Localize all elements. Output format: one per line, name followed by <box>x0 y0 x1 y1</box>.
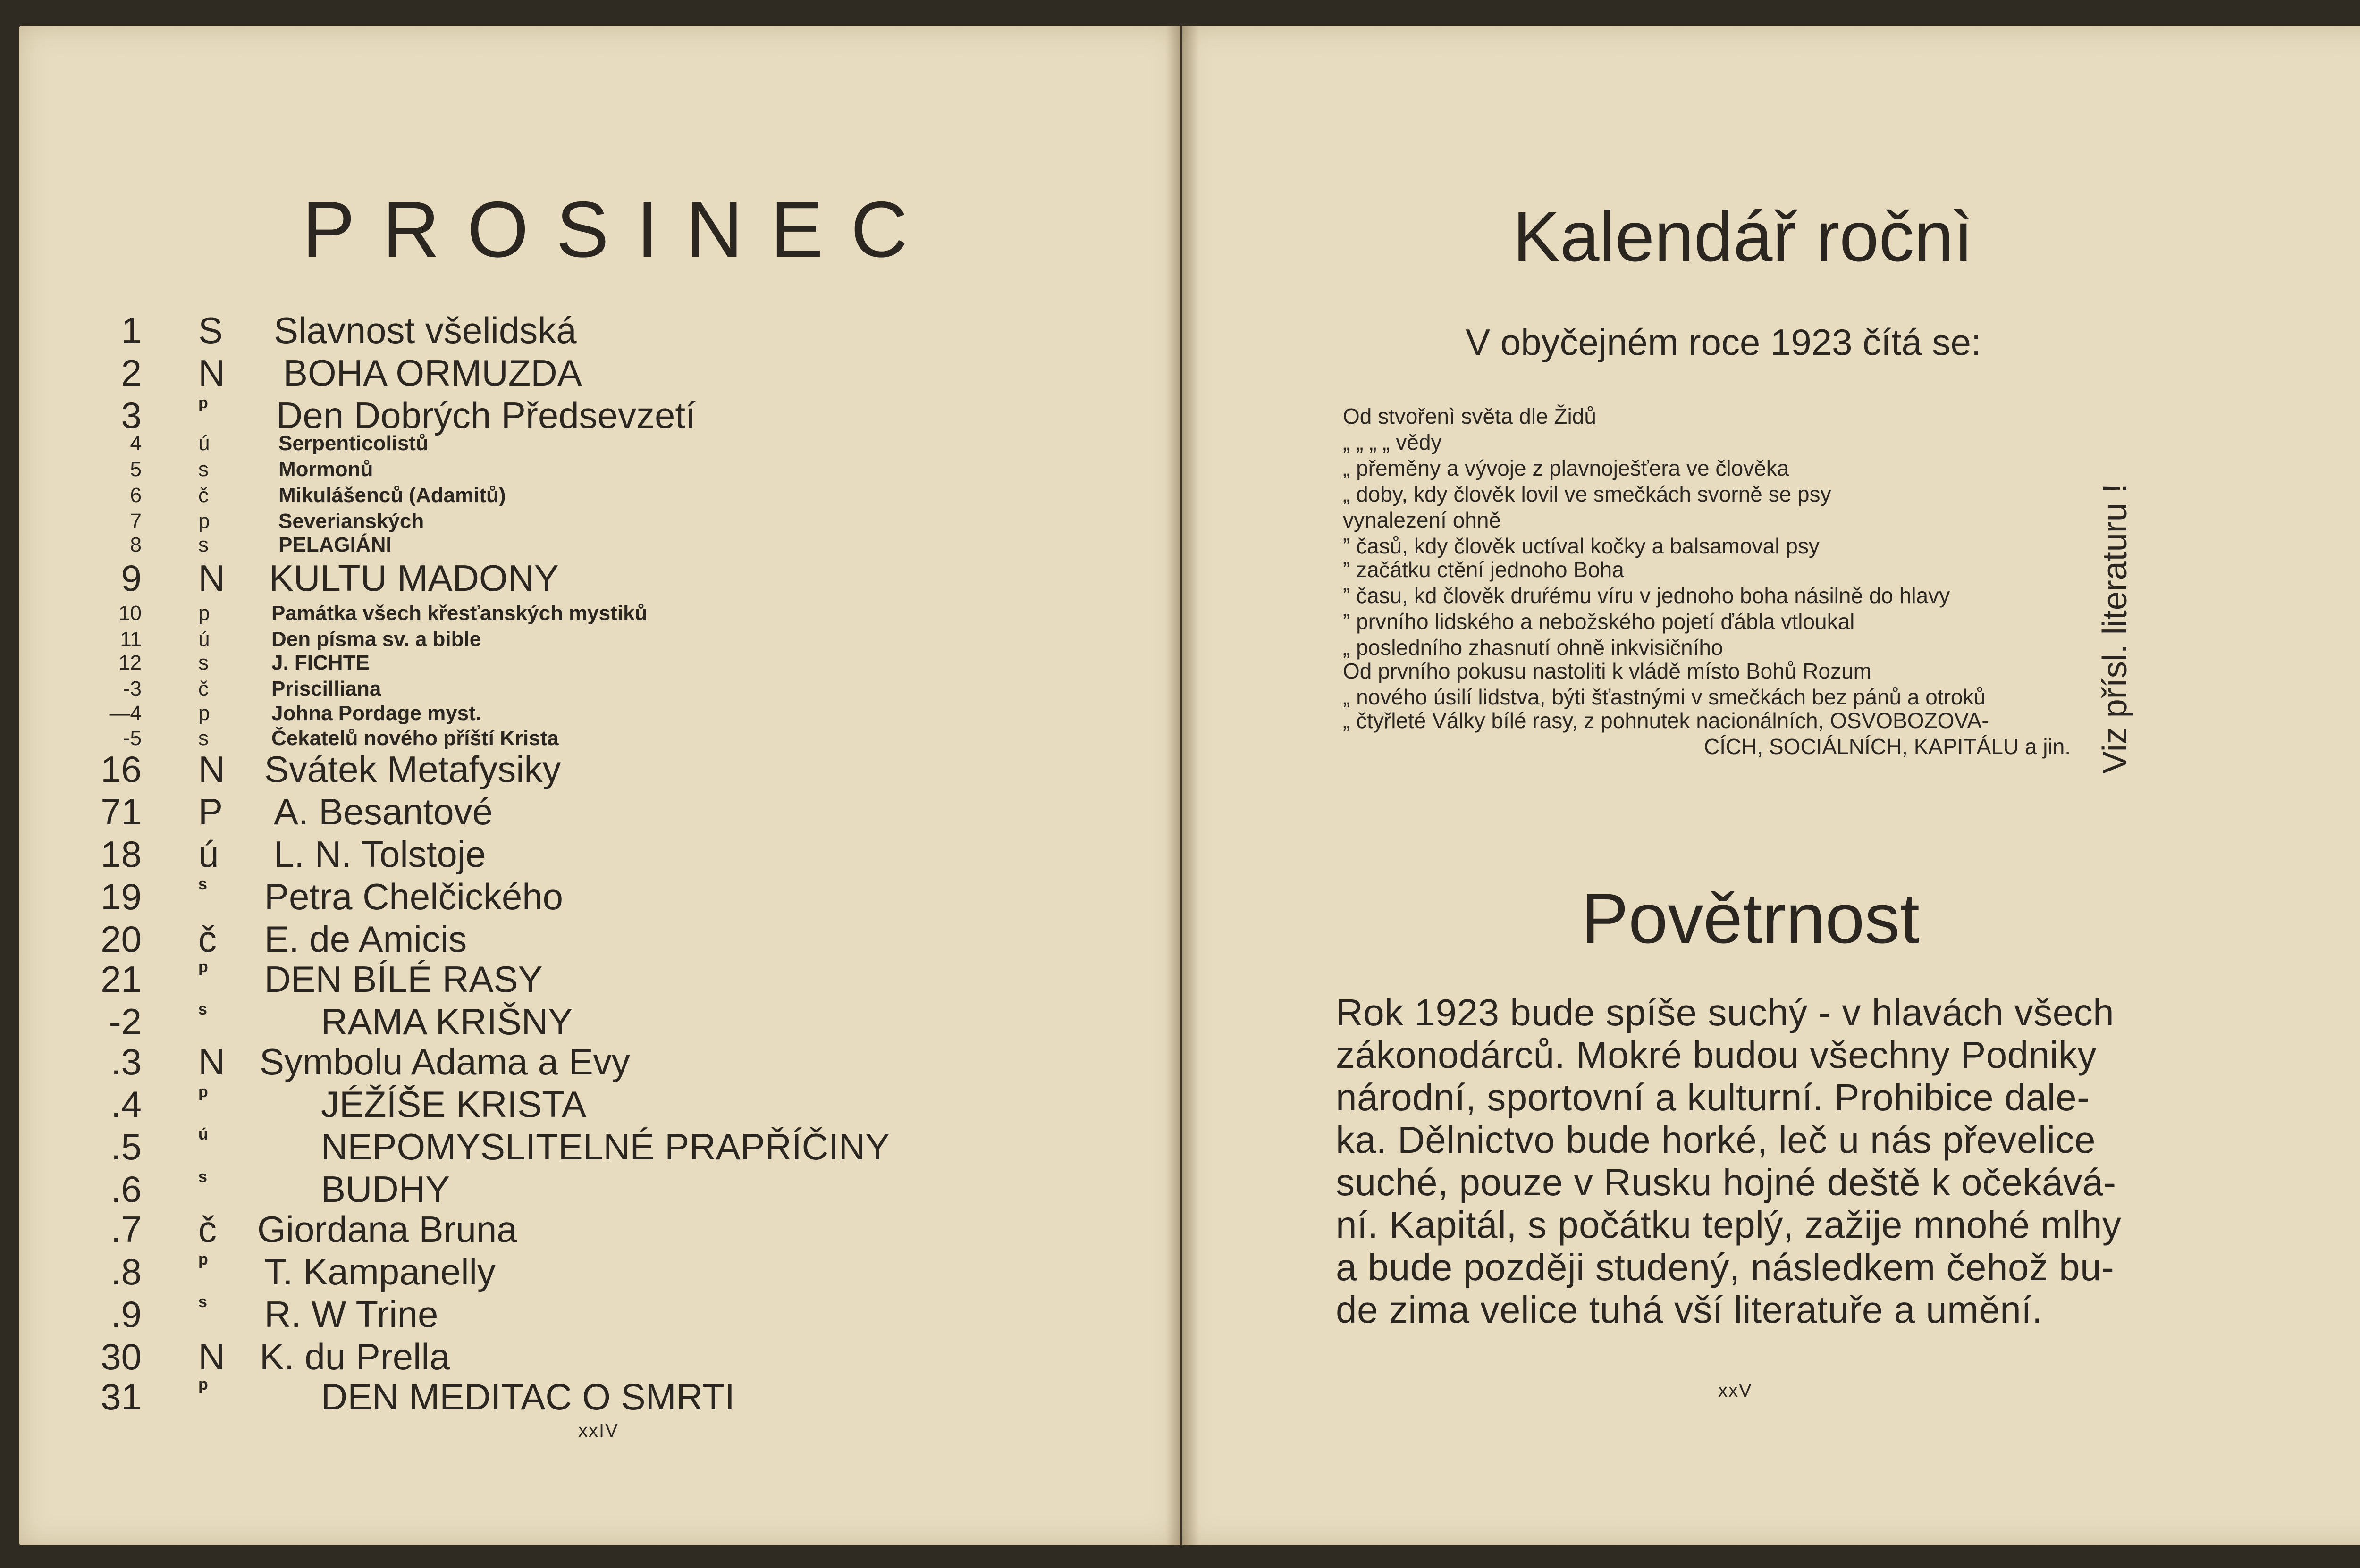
weather-line: ka. Dělnictvo bude horké, leč u nás převelice <box>1336 1119 2096 1161</box>
weather-line: národní, sportovní a kulturní. Prohibice dale- <box>1336 1076 2090 1118</box>
weekday-letter: s <box>198 458 209 481</box>
day-number: 2 <box>121 352 142 394</box>
era-line: „ čtyřleté Války bílé rasy, z pohnutek nacionálních, OSVOBOZOVA- <box>1343 708 1989 733</box>
weekday-letter: N <box>198 352 225 394</box>
weekday-letter: ú <box>198 833 219 875</box>
weekday-letter: p <box>198 510 210 533</box>
feast-name: E. de Amicis <box>264 918 467 960</box>
weekday-letter: p <box>198 394 208 412</box>
calendar-title: Kalendář ročnì <box>1513 197 1973 276</box>
weekday-letter: p <box>198 958 208 976</box>
era-line: „ „ „ „ vědy <box>1343 430 1442 454</box>
day-number: 1 <box>121 310 142 351</box>
weather-line: Rok 1923 bude spíše suchý - v hlavách všech <box>1336 991 2115 1033</box>
weekday-letter: P <box>198 791 223 832</box>
era-line: ” časů, kdy člověk uctíval kočky a balsamoval psy <box>1343 534 1820 558</box>
era-line: ” začátku ctění jednoho Boha <box>1343 557 1624 582</box>
feast-name: Den Dobrých Předsevzetí <box>276 394 696 436</box>
calendar-subtitle: V obyčejném roce 1923 čítá se: <box>1466 321 1981 363</box>
day-number: 71 <box>101 791 142 832</box>
weekday-letter: p <box>198 1375 208 1393</box>
feast-name: K. du Prella <box>260 1336 450 1377</box>
day-number: 20 <box>101 918 142 960</box>
day-number: .9 <box>110 1293 142 1335</box>
weekday-letter: s <box>198 875 207 893</box>
day-number: 8 <box>130 533 142 556</box>
feast-name: Petra Chelčického <box>264 876 563 917</box>
feast-name: T. Kampanelly <box>264 1251 496 1292</box>
day-number: 12 <box>118 651 142 674</box>
day-number: 6 <box>130 484 142 507</box>
weather-line: zákonodárců. Mokré budou všechny Podniky <box>1336 1034 2097 1076</box>
weekday-letter: s <box>198 727 209 750</box>
weekday-letter: p <box>198 602 210 625</box>
era-line: Od prvního pokusu nastoliti k vládě místo Bohů Rozum <box>1343 659 1871 683</box>
feast-name: Giordana Bruna <box>257 1208 517 1250</box>
weather-line: a bude později studený, následkem čehož bu- <box>1336 1246 2115 1288</box>
weekday-letter: s <box>198 533 209 556</box>
day-number: -2 <box>109 1001 142 1042</box>
day-number: 11 <box>120 628 142 651</box>
era-line: „ doby, kdy člověk lovil ve smečkách svorně se psy <box>1343 482 1831 506</box>
weekday-letter: N <box>198 1041 225 1082</box>
weekday-letter: s <box>198 1168 207 1186</box>
day-number: .8 <box>110 1251 142 1292</box>
month-title: PROSINEC <box>302 185 936 274</box>
weekday-letter: N <box>198 1336 225 1377</box>
feast-name: Symbolu Adama a Evy <box>260 1041 630 1082</box>
weekday-letter: ú <box>198 1125 208 1143</box>
day-number: 5 <box>130 458 142 481</box>
feast-name: Serpenticolistů <box>278 432 429 455</box>
feast-name: Svátek Metafysiky <box>264 748 561 790</box>
era-line: ” času, kd člověk druŕému víru v jednoho boha násilně do hlavy <box>1343 583 1950 608</box>
weather-line: suché, pouze v Rusku hojné deště k očekává- <box>1336 1161 2116 1203</box>
feast-name: BUDHY <box>321 1168 450 1210</box>
weekday-letter: S <box>198 310 223 351</box>
weekday-letter: p <box>198 1250 208 1268</box>
feast-name: Čekatelů nového příští Krista <box>271 727 559 750</box>
day-number: -3 <box>123 677 142 700</box>
left-page-number: xxIV <box>578 1420 619 1441</box>
weekday-letter: p <box>198 702 210 725</box>
feast-name: DEN BÍLÉ RASY <box>264 958 543 1000</box>
feast-name: Johna Pordage myst. <box>271 702 482 725</box>
feast-name: JÉŽÍŠE KRISTA <box>321 1083 586 1125</box>
day-number: 7 <box>130 510 142 533</box>
era-line: Od stvořenì světa dle Židů <box>1343 404 1596 428</box>
feast-name: BOHA ORMUZDA <box>283 352 582 394</box>
feast-name: RAMA KRIŠNY <box>321 1001 573 1042</box>
day-number: 31 <box>101 1376 142 1417</box>
day-number: -5 <box>123 727 142 750</box>
feast-name: L. N. Tolstoje <box>274 833 486 875</box>
day-number: .3 <box>110 1041 142 1082</box>
weekday-letter: č <box>198 484 209 507</box>
side-note: Viz přísl. literaturu ! <box>2096 484 2134 774</box>
weekday-letter: ú <box>198 628 210 651</box>
era-line: „ nového úsilí lidstva, býti šťastnými v smečkách bez pánů a otroků <box>1343 685 1986 709</box>
day-number: 30 <box>101 1336 142 1377</box>
day-number: 4 <box>130 432 142 455</box>
day-number: .4 <box>110 1083 142 1125</box>
weekday-letter: p <box>198 1083 208 1101</box>
feast-name: KULTU MADONY <box>269 557 559 599</box>
weekday-letter: č <box>198 918 217 960</box>
feast-name: Památka všech křesťanských mystiků <box>271 602 648 625</box>
right-page-number: xxV <box>1718 1380 1753 1401</box>
weather-title: Povětrnost <box>1581 879 1920 958</box>
day-number: 18 <box>101 833 142 875</box>
era-line: „ posledního zhasnutí ohně inkvisičního <box>1343 635 1723 660</box>
day-number: .5 <box>110 1126 142 1167</box>
day-number: —4 <box>109 702 142 725</box>
feast-name: Severianských <box>278 510 424 533</box>
feast-name: DEN MEDITAC O SMRTI <box>321 1376 735 1417</box>
weekday-letter: N <box>198 557 225 599</box>
day-number: 10 <box>118 602 142 625</box>
weekday-letter: č <box>198 1208 217 1250</box>
day-number: 21 <box>101 958 142 1000</box>
feast-name: A. Besantové <box>274 791 493 832</box>
weekday-letter: č <box>198 677 209 700</box>
era-line: vynalezení ohně <box>1343 508 1501 532</box>
feast-name: J. FICHTE <box>271 651 370 674</box>
weekday-letter: ú <box>198 432 210 455</box>
book-gutter <box>1166 26 1199 1545</box>
weekday-letter: s <box>198 1293 207 1311</box>
era-line: ” prvního lidského a nebožského pojetí ďábla vtloukal <box>1343 609 1855 634</box>
era-line: „ přeměny a vývoje z plavnoješťera ve člověka <box>1343 456 1789 480</box>
day-number: .7 <box>110 1208 142 1250</box>
feast-name: PELAGIÁNI <box>278 533 392 556</box>
day-number: .6 <box>110 1168 142 1210</box>
era-line: CÍCH, SOCIÁLNÍCH, KAPITÁLU a jin. <box>1704 734 2071 759</box>
day-number: 16 <box>101 748 142 790</box>
feast-name: Mikulášenců (Adamitů) <box>278 484 506 507</box>
weekday-letter: s <box>198 1000 207 1018</box>
day-number: 19 <box>101 876 142 917</box>
weather-line: de zima velice tuhá vší literatuře a umění. <box>1336 1289 2043 1331</box>
weather-line: ní. Kapitál, s počátku teplý, zažije mnohé mlhy <box>1336 1204 2122 1246</box>
feast-name: Slavnost všelidská <box>274 310 577 351</box>
feast-name: Den písma sv. a bible <box>271 628 481 651</box>
day-number: 9 <box>121 557 142 599</box>
weekday-letter: s <box>198 651 209 674</box>
feast-name: Priscilliana <box>271 677 381 700</box>
weekday-letter: N <box>198 748 225 790</box>
feast-name: NEPOMYSLITELNÉ PRAPŘÍČINY <box>321 1126 890 1167</box>
feast-name: Mormonů <box>278 458 373 481</box>
feast-name: R. W Trine <box>264 1293 438 1335</box>
day-number: 3 <box>121 394 142 436</box>
